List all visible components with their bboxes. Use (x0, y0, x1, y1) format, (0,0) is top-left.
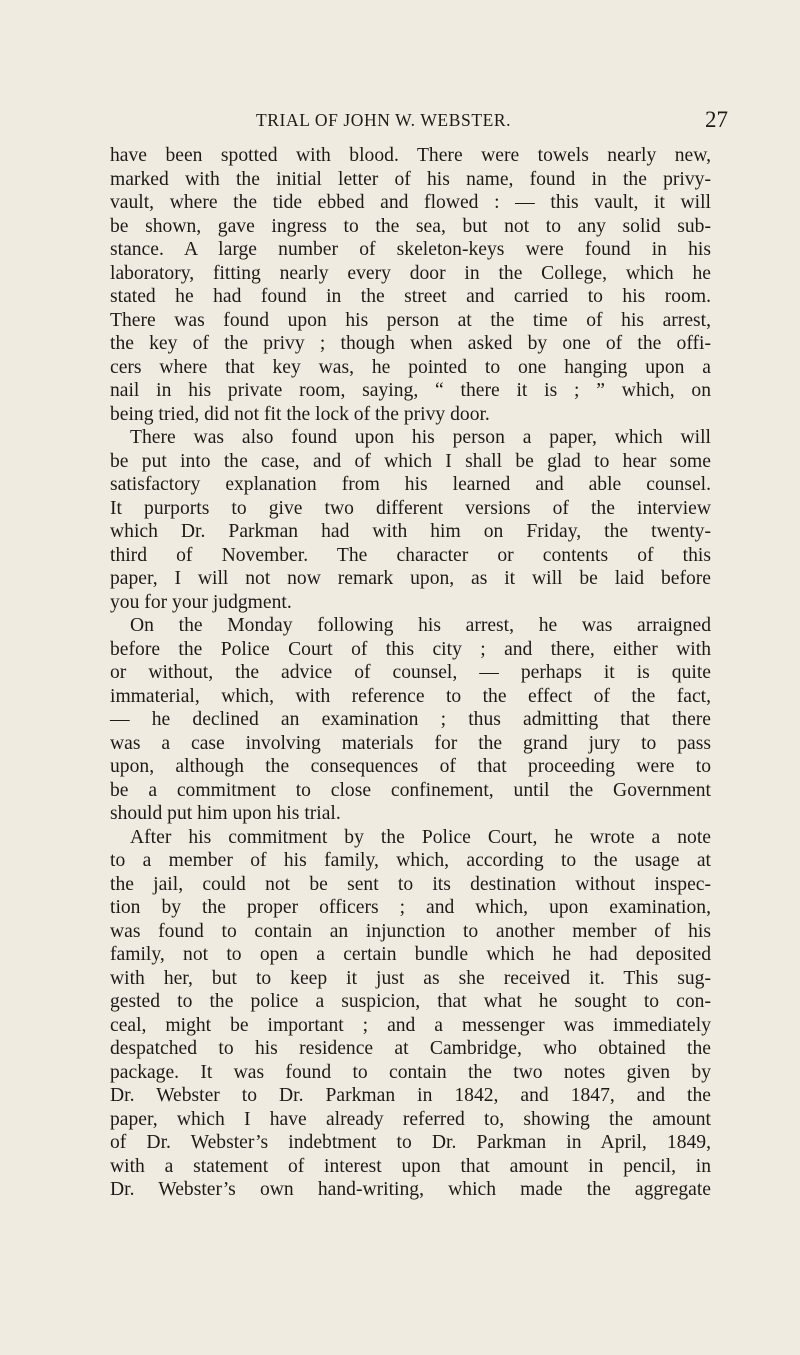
text-line: On the Monday following his arrest, he was arraigned (130, 615, 711, 636)
text-line: package. It was found to contain the two notes given by (110, 1061, 711, 1083)
text-line: be shown, gave ingress to the sea, but not to any solid sub- (110, 215, 711, 237)
text-line: paper, I will not now remark upon, as it will be laid before (110, 568, 711, 589)
text-line: third of November. The character or contents of this (110, 544, 711, 566)
text-line: satisfactory explanation from his learned and able counsel. (110, 474, 711, 495)
text-line: — he declined an examination ; thus admitting that there (110, 709, 711, 730)
text-line: There was also found upon his person a paper, which will (130, 427, 711, 448)
text-line: being tried, did not fit the lock of the privy door. (110, 403, 490, 425)
page-number: 27 (705, 107, 728, 132)
text-line: with her, but to keep it just as she received it. This sug- (110, 967, 711, 989)
text-line: stance. A large number of skeleton-keys were found in his (110, 239, 711, 260)
text-line: stated he had found in the street and carried to his room. (110, 286, 711, 307)
text-line: nail in his private room, saying, “ there it is ; ” which, on (110, 380, 711, 401)
text-line: the jail, could not be sent to its destination without inspec- (110, 873, 711, 895)
text-line: was found to contain an injunction to another member of his (110, 920, 711, 942)
text-line: Dr. Webster’s own hand-writing, which made the aggregate (110, 1179, 711, 1200)
text-line: paper, which I have already referred to, showing the amount (110, 1108, 711, 1130)
text-line: upon, although the consequences of that proceeding were to (110, 756, 711, 777)
text-line: immaterial, which, with reference to the effect of the fact, (110, 685, 711, 707)
text-line: before the Police Court of this city ; and there, either with (110, 638, 711, 660)
text-line: cers where that key was, he pointed to one hanging upon a (110, 356, 711, 378)
text-line: Dr. Webster to Dr. Parkman in 1842, and 1847, and the (110, 1085, 711, 1106)
text-line: you for your judgment. (110, 591, 292, 613)
text-line: family, not to open a certain bundle which he had deposited (110, 944, 711, 965)
running-head (110, 107, 728, 138)
text-line: which Dr. Parkman had with him on Friday, the twenty- (110, 521, 711, 542)
text-line: have been spotted with blood. There were towels nearly new, (110, 145, 711, 166)
text-line: of Dr. Webster’s indebtment to Dr. Parkman in April, 1849, (110, 1132, 711, 1153)
text-line: despatched to his residence at Cambridge, who obtained the (110, 1038, 711, 1059)
text-line: vault, where the tide ebbed and flowed : — this vault, it will (110, 192, 711, 213)
text-line: or without, the advice of counsel, — perhaps it is quite (110, 662, 711, 683)
text-line: marked with the initial letter of his name, found in the privy- (110, 168, 711, 190)
text-line: tion by the proper officers ; and which, upon examination, (110, 897, 711, 918)
body-text (110, 144, 711, 1202)
text-line: gested to the police a suspicion, that what he sought to con- (110, 991, 711, 1012)
running-head-title: TRIAL OF JOHN W. WEBSTER. (256, 110, 512, 130)
text-line: be put into the case, and of which I shall be glad to hear some (110, 450, 711, 472)
text-line: It purports to give two different versions of the interview (110, 497, 711, 519)
text-line: ceal, might be important ; and a messenger was immediately (110, 1014, 711, 1036)
text-line: After his commitment by the Police Court, he wrote a note (130, 826, 711, 848)
text-line: was a case involving materials for the grand jury to pass (110, 732, 711, 754)
text-line: to a member of his family, which, according to the usage at (110, 850, 711, 871)
text-line: with a statement of interest upon that amount in pencil, in (110, 1155, 711, 1177)
text-line: There was found upon his person at the time of his arrest, (110, 309, 711, 331)
text-line: be a commitment to close confinement, until the Government (110, 779, 711, 801)
text-line: laboratory, fitting nearly every door in the College, which he (110, 262, 711, 284)
text-line: the key of the privy ; though when asked by one of the offi- (110, 333, 711, 354)
text-line: should put him upon his trial. (110, 803, 341, 824)
